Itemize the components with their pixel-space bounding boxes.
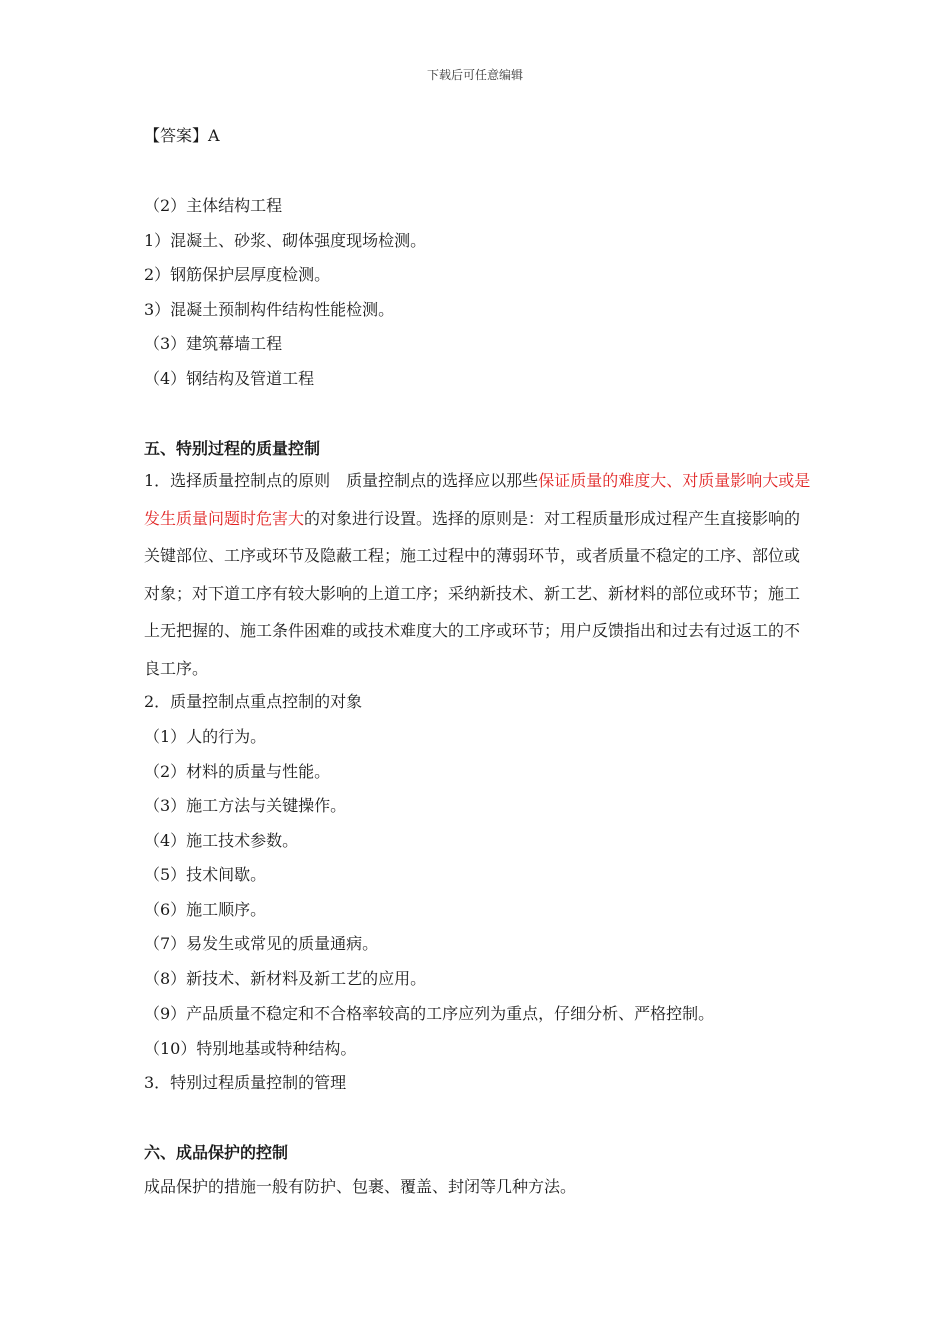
section-title-5: 五、特别过程的质量控制 — [144, 439, 321, 458]
list-item: （6）施工顺序。 — [144, 900, 267, 919]
section-title-6: 六、成品保护的控制 — [144, 1143, 289, 1162]
list-item: （7）易发生或常见的质量通病。 — [144, 934, 379, 953]
paragraph-heading-2: 2．质量控制点重点控制的对象 — [144, 692, 363, 711]
list-item: 2）钢筋保护层厚度检测。 — [144, 265, 331, 284]
list-item: （2）材料的质量与性能。 — [144, 762, 331, 781]
paragraph-text: 的对象进行设置。选择的原则是：对工程质量形成过程产生直接影响的关键部位、工序或环节及隐蔽工程；施工过程中的薄弱环节，或者质量不稳定的工序、部位或对象；对下道工序有较大影响的上道工序；采纳新技术、新工艺、新材料的部位或环节；施工上无把握的、施工条件困难的或技术难度大的工序或环节；用户反馈指出和过去有过返工的不良工序。 — [144, 508, 801, 678]
list-item: （9）产品质量不稳定和不合格率较高的工序应列为重点，仔细分析、严格控制。 — [144, 1004, 715, 1023]
list-item: （10）特别地基或特种结构。 — [144, 1039, 357, 1058]
paragraph-principles — [144, 462, 812, 687]
list-item: （8）新技术、新材料及新工艺的应用。 — [144, 969, 427, 988]
subsection-2: （2）主体结构工程 — [144, 196, 283, 215]
subsection-3: （3）建筑幕墙工程 — [144, 334, 283, 353]
page-header: 下载后可任意编辑 — [426, 68, 523, 82]
paragraph-heading-3: 3．特别过程质量控制的管理 — [144, 1073, 347, 1092]
highlighted-text: 保证质量的难度大、对质量影响大或是发生质量问题时危害大 — [144, 471, 811, 528]
list-item: （4）施工技术参数。 — [144, 831, 299, 850]
list-item: 1）混凝土、砂浆、砌体强度现场检测。 — [144, 231, 427, 250]
list-item: （1）人的行为。 — [144, 727, 267, 746]
list-item: （3）施工方法与关键操作。 — [144, 796, 347, 815]
answer-line: 【答案】A — [144, 126, 220, 145]
paragraph-text: 成品保护的措施一般有防护、包裹、覆盖、封闭等几种方法。 — [144, 1177, 577, 1196]
list-item: 3）混凝土预制构件结构性能检测。 — [144, 300, 395, 319]
list-item: （5）技术间歇。 — [144, 865, 267, 884]
paragraph-text: 1．选择质量控制点的原则 质量控制点的选择应以那些 — [144, 471, 539, 490]
subsection-4: （4）钢结构及管道工程 — [144, 369, 315, 388]
